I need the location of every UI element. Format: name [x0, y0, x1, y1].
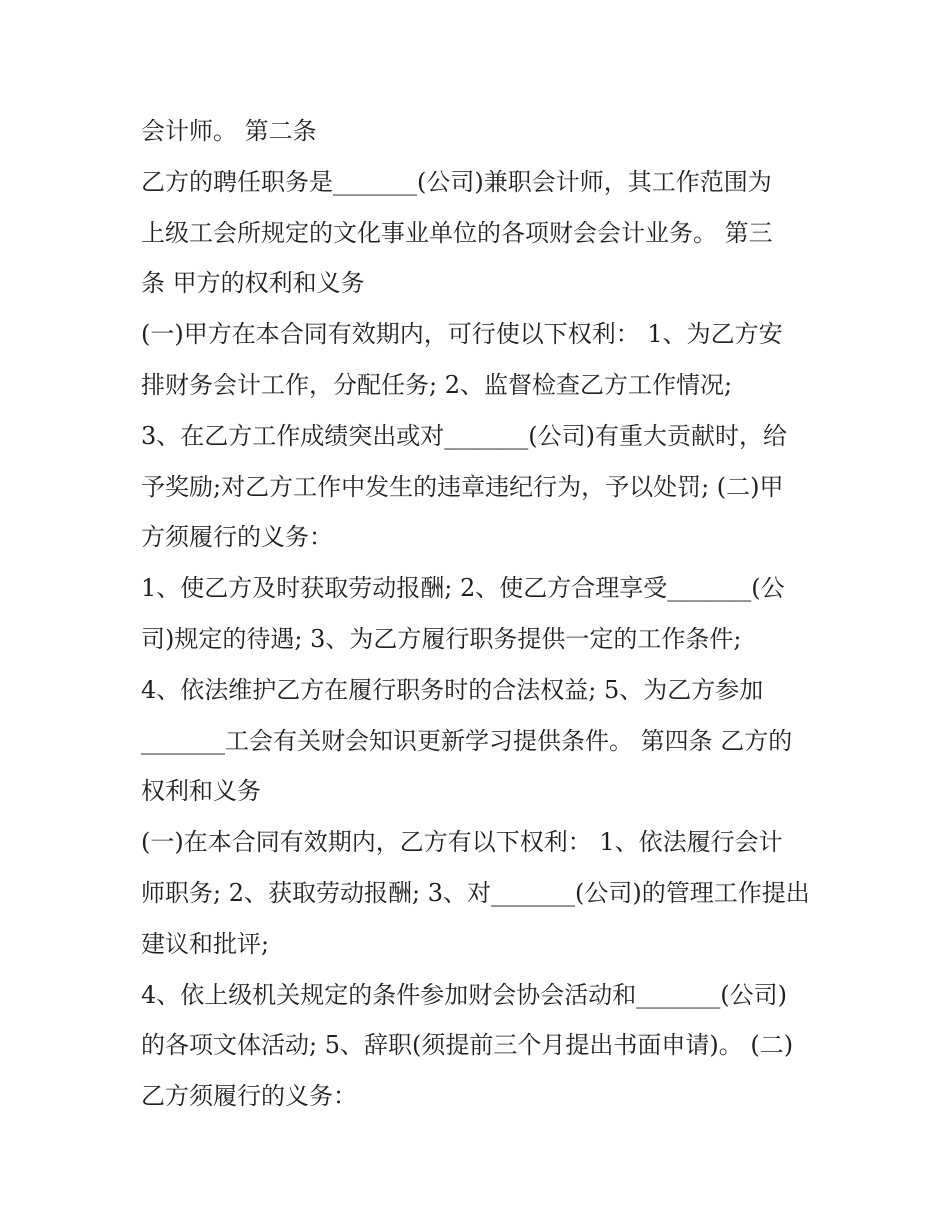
text-line: (一)在本合同有效期内，乙方有以下权利： 1、依法履行会计	[141, 828, 783, 857]
text-line: 1、使乙方及时获取劳动报酬; 2、使乙方合理享受_______(公	[141, 574, 785, 603]
text-line: 乙方的聘任职务是_______(公司)兼职会计师，其工作范围为	[141, 167, 772, 196]
text-line: 4、依上级机关规定的条件参加财会协会活动和_______(公司)	[141, 980, 787, 1009]
text-line: 的各项文体活动; 5、辞职(须提前三个月提出书面申请)。 (二)	[141, 1031, 794, 1060]
text-line: 建议和批评;	[141, 929, 270, 958]
text-line: 乙方须履行的义务：	[141, 1082, 357, 1111]
text-line: 3、在乙方工作成绩突出或对_______(公司)有重大贡献时，给	[141, 421, 787, 450]
text-line: 司)规定的待遇; 3、为乙方履行职务提供一定的工作条件;	[141, 624, 742, 653]
text-line: 师职务; 2、获取劳动报酬; 3、对_______(公司)的管理工作提出	[141, 878, 810, 907]
text-line: _______工会有关财会知识更新学习提供条件。 第四条 乙方的	[141, 726, 793, 755]
text-line: 排财务会计工作，分配任务; 2、监督检查乙方工作情况;	[141, 370, 733, 399]
text-line: 方须履行的义务：	[141, 523, 333, 552]
text-line: 权利和义务	[141, 777, 261, 806]
document-body	[141, 106, 821, 1122]
text-line: 条 甲方的权利和义务	[141, 269, 365, 298]
text-line: 上级工会所规定的文化事业单位的各项财会会计业务。 第三	[141, 218, 773, 247]
text-line: (一)甲方在本合同有效期内，可行使以下权利： 1、为乙方安	[141, 320, 783, 349]
text-line: 会计师。 第二条	[141, 117, 317, 145]
text-line: 予奖励;对乙方工作中发生的违章违纪行为，予以处罚; (二)甲	[141, 472, 784, 501]
text-line: 4、依法维护乙方在履行职务时的合法权益; 5、为乙方参加	[141, 675, 764, 704]
